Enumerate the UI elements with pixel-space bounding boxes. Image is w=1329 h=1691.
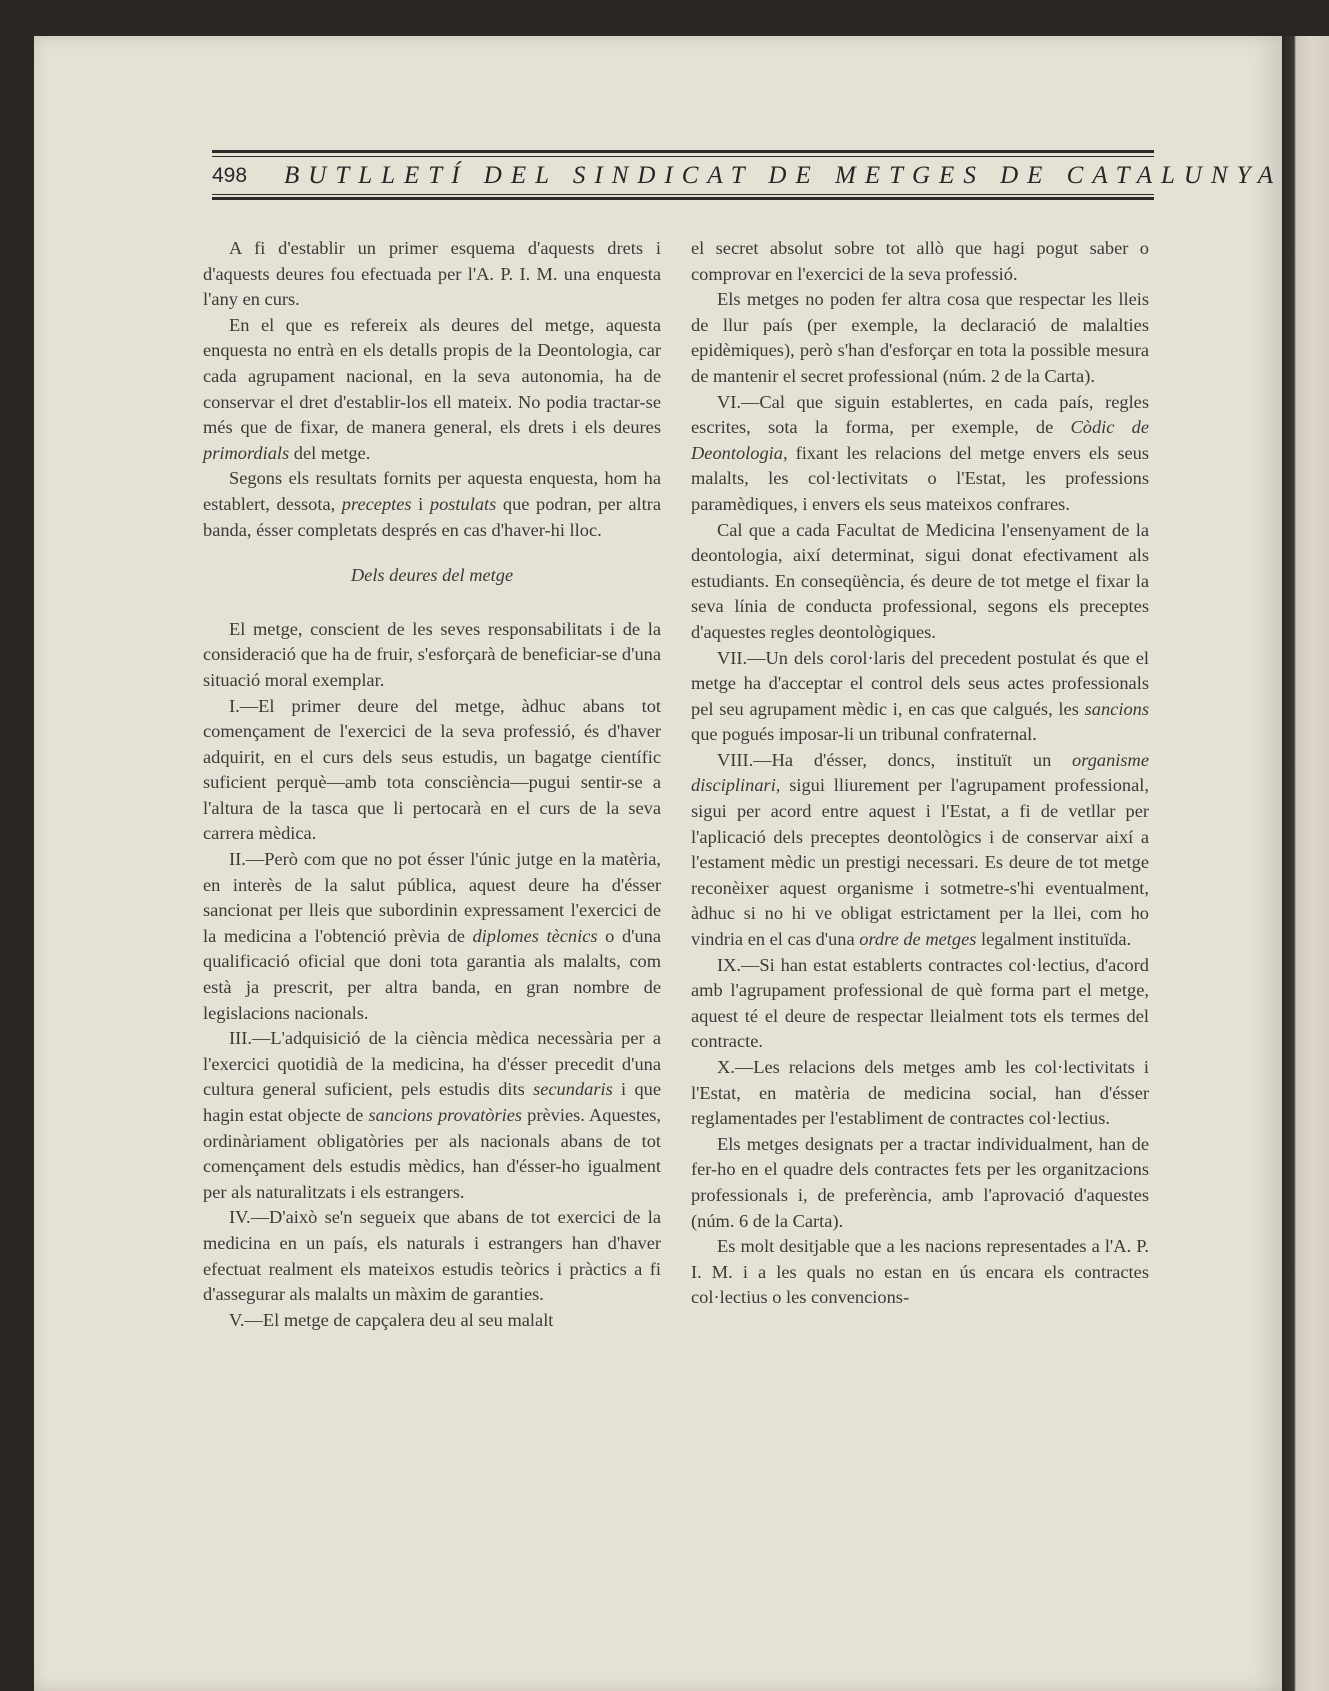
italic-term: Còdic de Deontologia,: [691, 417, 1150, 463]
left-column: [203, 236, 661, 1333]
italic-term: diplomes tècnics: [472, 925, 598, 946]
header-bottom-rule: [212, 197, 1154, 200]
paragraph: IV.—D'això se'n segueix que abans de tot exercici de la medicina en un país, els naturals i estrangers han d'haver efectuat realment els mateixos estudis teòrics i pràctics a fi d'assegurar als malalts un màxim de garanties.: [203, 1207, 661, 1305]
paragraph-continued: el secret absolut sobre tot allò que hagi pogut saber o comprovar en l'exercici de la seva professió.: [691, 238, 1149, 284]
right-column: [691, 236, 1149, 1311]
paragraph: Es molt desitjable que a les nacions representades a l'A. P. I. M. i a les quals no estan en ús encara els contractes col·lectius o les convencions-: [691, 1236, 1149, 1308]
paragraph: VI.—Cal que siguin establertes, en cada país, regles escrites, sota la forma, per exemple, de Còdic de Deontologia, fixant les relacions del metge envers els seus malalts, les col·lectivitats o l'Estat, les professions paramèdiques, i envers els seus mateixos confrares.: [691, 391, 1150, 514]
section-heading: Dels deures del metge: [350, 565, 514, 586]
paragraph: Els metges no poden fer altra cosa que respectar les lleis de llur país (per exemple, la declaració de malalties epidèmiques), però s'han d'esforçar en tota la possible mesura de mantenir el secret professional (núm. 2 de la Carta).: [691, 289, 1149, 386]
italic-term: sancions: [1084, 698, 1149, 719]
book-gutter-edge: [1282, 36, 1329, 1691]
paragraph: V.—El metge de capçalera deu al seu malalt: [229, 1309, 554, 1330]
italic-term: primordials: [203, 442, 290, 463]
italic-term: organisme disciplinari,: [691, 749, 1149, 796]
running-header: [212, 150, 1283, 202]
paragraph: X.—Les relacions dels metges amb les col·lectivitats i l'Estat, en matèria de medicina social, han d'ésser reglamentades per l'establiment de contractes col·lectius.: [691, 1057, 1149, 1129]
italic-term: preceptes: [341, 493, 412, 514]
paragraph: III.—L'adquisició de la ciència mèdica necessària per a l'exercici quotidià de la medicina, ha d'ésser precedit d'una cultura general suficient, pels estudis dits secundaris i que hagin estat objecte de sancions provatòries prèvies. Aquestes, ordinàriament obligatòries per als nacionals abans de tot començament dels estudis mèdics, han d'ésser-ho igualment per als naturalitzats i els estrangers.: [203, 1028, 661, 1202]
italic-term: secundaris: [533, 1079, 613, 1100]
header-top-rule: [212, 150, 1154, 153]
paragraph: VIII.—Ha d'ésser, doncs, instituït un organisme disciplinari, sigui lliurement per l'agrupament professional, sigui per acord entre aquest i l'Estat, a fi de vetllar per l'aplicació dels preceptes deontològics i de conservar així a l'estament mèdic un prestigi necessari. Es deure de tot metge reconèixer aquest organisme i sotmetre-s'hi eventualment, àdhuc si no hi ve obligat estrictament per la llei, com ho vindria en el cas d'una ordre de metges legalment instituïda.: [691, 749, 1149, 950]
journal-title: BUTLLETÍ DEL SINDICAT DE METGES DE CATALUNYA: [284, 162, 1283, 189]
header-top-thin-rule: [212, 156, 1154, 157]
italic-term: postulats: [429, 493, 497, 514]
italic-term: ordre de metges: [859, 929, 977, 950]
paragraph: En el que es refereix als deures del metge, aquesta enquesta no entrà en els detalls propis de la Deontologia, car cada agrupament nacional, en la seva autonomia, ha de conservar el dret d'establir-los ell mateix. No podia tractar-se més que de fixar, de manera general, els drets i els deures primordials del metge.: [203, 314, 661, 463]
paragraph: VII.—Un dels corol·laris del precedent postulat és que el metge ha d'acceptar el control dels seus actes professionals pel seu agrupament mèdic i, en cas que calgués, les sancions que pogués imposar-li un tribunal confraternal.: [691, 647, 1149, 745]
paragraph: Els metges designats per a tractar individualment, han de fer-ho en el quadre dels contractes fets per les organitzacions professionals i, de preferència, amb l'aprovació d'aquestes (núm. 6 de la Carta).: [691, 1133, 1149, 1231]
paragraph: IX.—Si han estat establerts contractes col·lectius, d'acord amb l'agrupament professional de què forma part el metge, aquest té el deure de respectar lleialment tots els termes del contracte.: [691, 954, 1149, 1052]
paragraph: Segons els resultats fornits per aquesta enquesta, hom ha establert, dessota, preceptes i postulats que podran, per altra banda, ésser completats després en cas d'haver-hi lloc.: [203, 468, 662, 540]
paragraph: A fi d'establir un primer esquema d'aquests drets i d'aquests deures fou efectuada per l'A. P. I. M. una enquesta l'any en curs.: [203, 238, 661, 310]
page-number: 498: [212, 164, 248, 187]
paragraph: El metge, conscient de les seves responsabilitats i de la consideració que ha de fruir, s'esforçarà de beneficiar-se d'una situació moral exemplar.: [203, 618, 661, 690]
header-bottom-thin-rule: [212, 194, 1154, 195]
paragraph: Cal que a cada Facultat de Medicina l'ensenyament de la deontologia, així determinat, sigui donat efectivament als estudiants. En conseqüència, és deure de tot metge el fixar la seva línia de conducta professional, segons els preceptes d'aquestes regles deontològiques.: [691, 519, 1149, 642]
paragraph: II.—Però com que no pot ésser l'únic jutge en la matèria, en interès de la salut pública, aquest deure ha d'ésser sancionat per lleis que subordinin expressament l'exercici de la medicina a l'obtenció prèvia de diplomes tècnics o d'una qualificació oficial que doni tota garantia als malalts, com està ja prescrit, per altra banda, en gran nombre de legislacions nacionals.: [203, 849, 661, 1023]
paragraph: I.—El primer deure del metge, àdhuc abans tot començament de l'exercici de la seva professió, és d'haver adquirit, en el curs dels seus estudis, un bagatge científic suficient perquè—amb tota consciència—pugui sentir-se a l'altura de la tasca que li pertocarà en el curs de la seva carrera mèdica.: [203, 695, 661, 844]
italic-term: sancions provatòries: [368, 1105, 523, 1125]
